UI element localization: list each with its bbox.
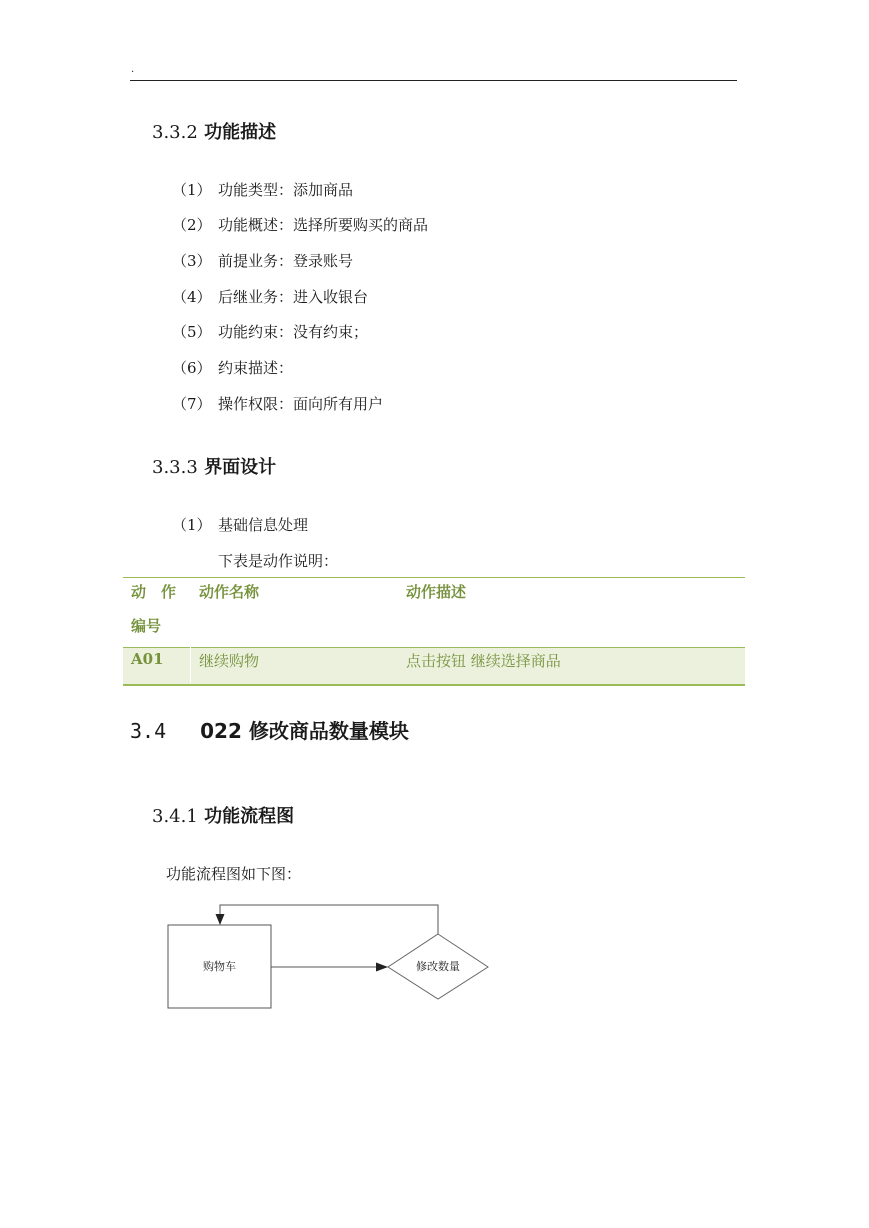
section-341-number: 3.4.1 <box>152 806 198 827</box>
list-item <box>172 514 308 535</box>
list-item <box>172 250 353 271</box>
table-header-code: 动 作 <box>131 583 177 601</box>
section-332-heading <box>152 118 276 144</box>
table-header-name: 动作名称 <box>199 583 260 601</box>
section-332-number: 3.3.2 <box>152 122 198 143</box>
list-item-index: （5） <box>172 323 212 341</box>
table-header-code-line2: 编号 <box>131 617 162 635</box>
section-333-number: 3.3.3 <box>152 457 198 478</box>
table-intro: 下表是动作说明： <box>218 552 339 570</box>
flowchart-intro: 功能流程图如下图： <box>166 865 302 883</box>
section-34-number: 3.4 <box>130 719 167 743</box>
table-cell-code: A01 <box>131 650 164 668</box>
list-item-text: 后继业务：进入收银台 <box>218 288 369 306</box>
list-item-text: 操作权限：面向所有用户 <box>218 395 384 413</box>
list-item-text: 前提业务：登录账号 <box>218 252 354 270</box>
list-item-index: （6） <box>172 359 212 377</box>
flow-arrowhead-forward <box>376 963 388 972</box>
list-item-index: （7） <box>172 395 212 413</box>
table-divider <box>190 647 191 683</box>
section-341-title: 功能流程图 <box>204 806 295 827</box>
modify-quantity-node-label: 修改数量 <box>416 960 460 973</box>
list-item-text: 功能类型：添加商品 <box>218 181 354 199</box>
list-item <box>172 357 293 378</box>
section-34-title: 022 修改商品数量模块 <box>200 719 409 743</box>
section-332-title: 功能描述 <box>204 122 277 143</box>
list-item <box>172 286 368 307</box>
header-rule <box>130 80 737 81</box>
action-table <box>123 577 745 684</box>
list-item-text: 功能概述：选择所要购买的商品 <box>218 216 429 234</box>
list-item-index: （1） <box>172 181 212 199</box>
flowchart <box>160 900 500 1015</box>
section-333-title: 界面设计 <box>204 457 277 478</box>
table-header-desc: 动作描述 <box>406 583 467 601</box>
table-top-rule <box>123 577 745 578</box>
list-item <box>172 393 383 414</box>
list-item-index: （3） <box>172 252 212 270</box>
list-item-index: （1） <box>172 516 212 534</box>
flow-arrowhead-return <box>216 914 225 925</box>
list-item-text: 约束描述： <box>218 359 294 377</box>
list-item-index: （2） <box>172 216 212 234</box>
list-item-text: 功能约束：没有约束； <box>218 323 369 341</box>
section-341-heading <box>152 802 294 828</box>
list-item <box>172 179 353 200</box>
cart-node-label: 购物车 <box>203 960 236 973</box>
table-cell-name: 继续购物 <box>199 652 260 670</box>
header-mark: . <box>131 64 135 75</box>
list-item <box>172 214 428 235</box>
table-cell-desc: 点击按钮 继续选择商品 <box>406 652 561 670</box>
list-item-index: （4） <box>172 288 212 306</box>
list-item <box>172 321 368 342</box>
section-333-heading <box>152 453 276 479</box>
section-34-heading <box>130 715 409 744</box>
list-item-text: 基础信息处理 <box>218 516 309 534</box>
